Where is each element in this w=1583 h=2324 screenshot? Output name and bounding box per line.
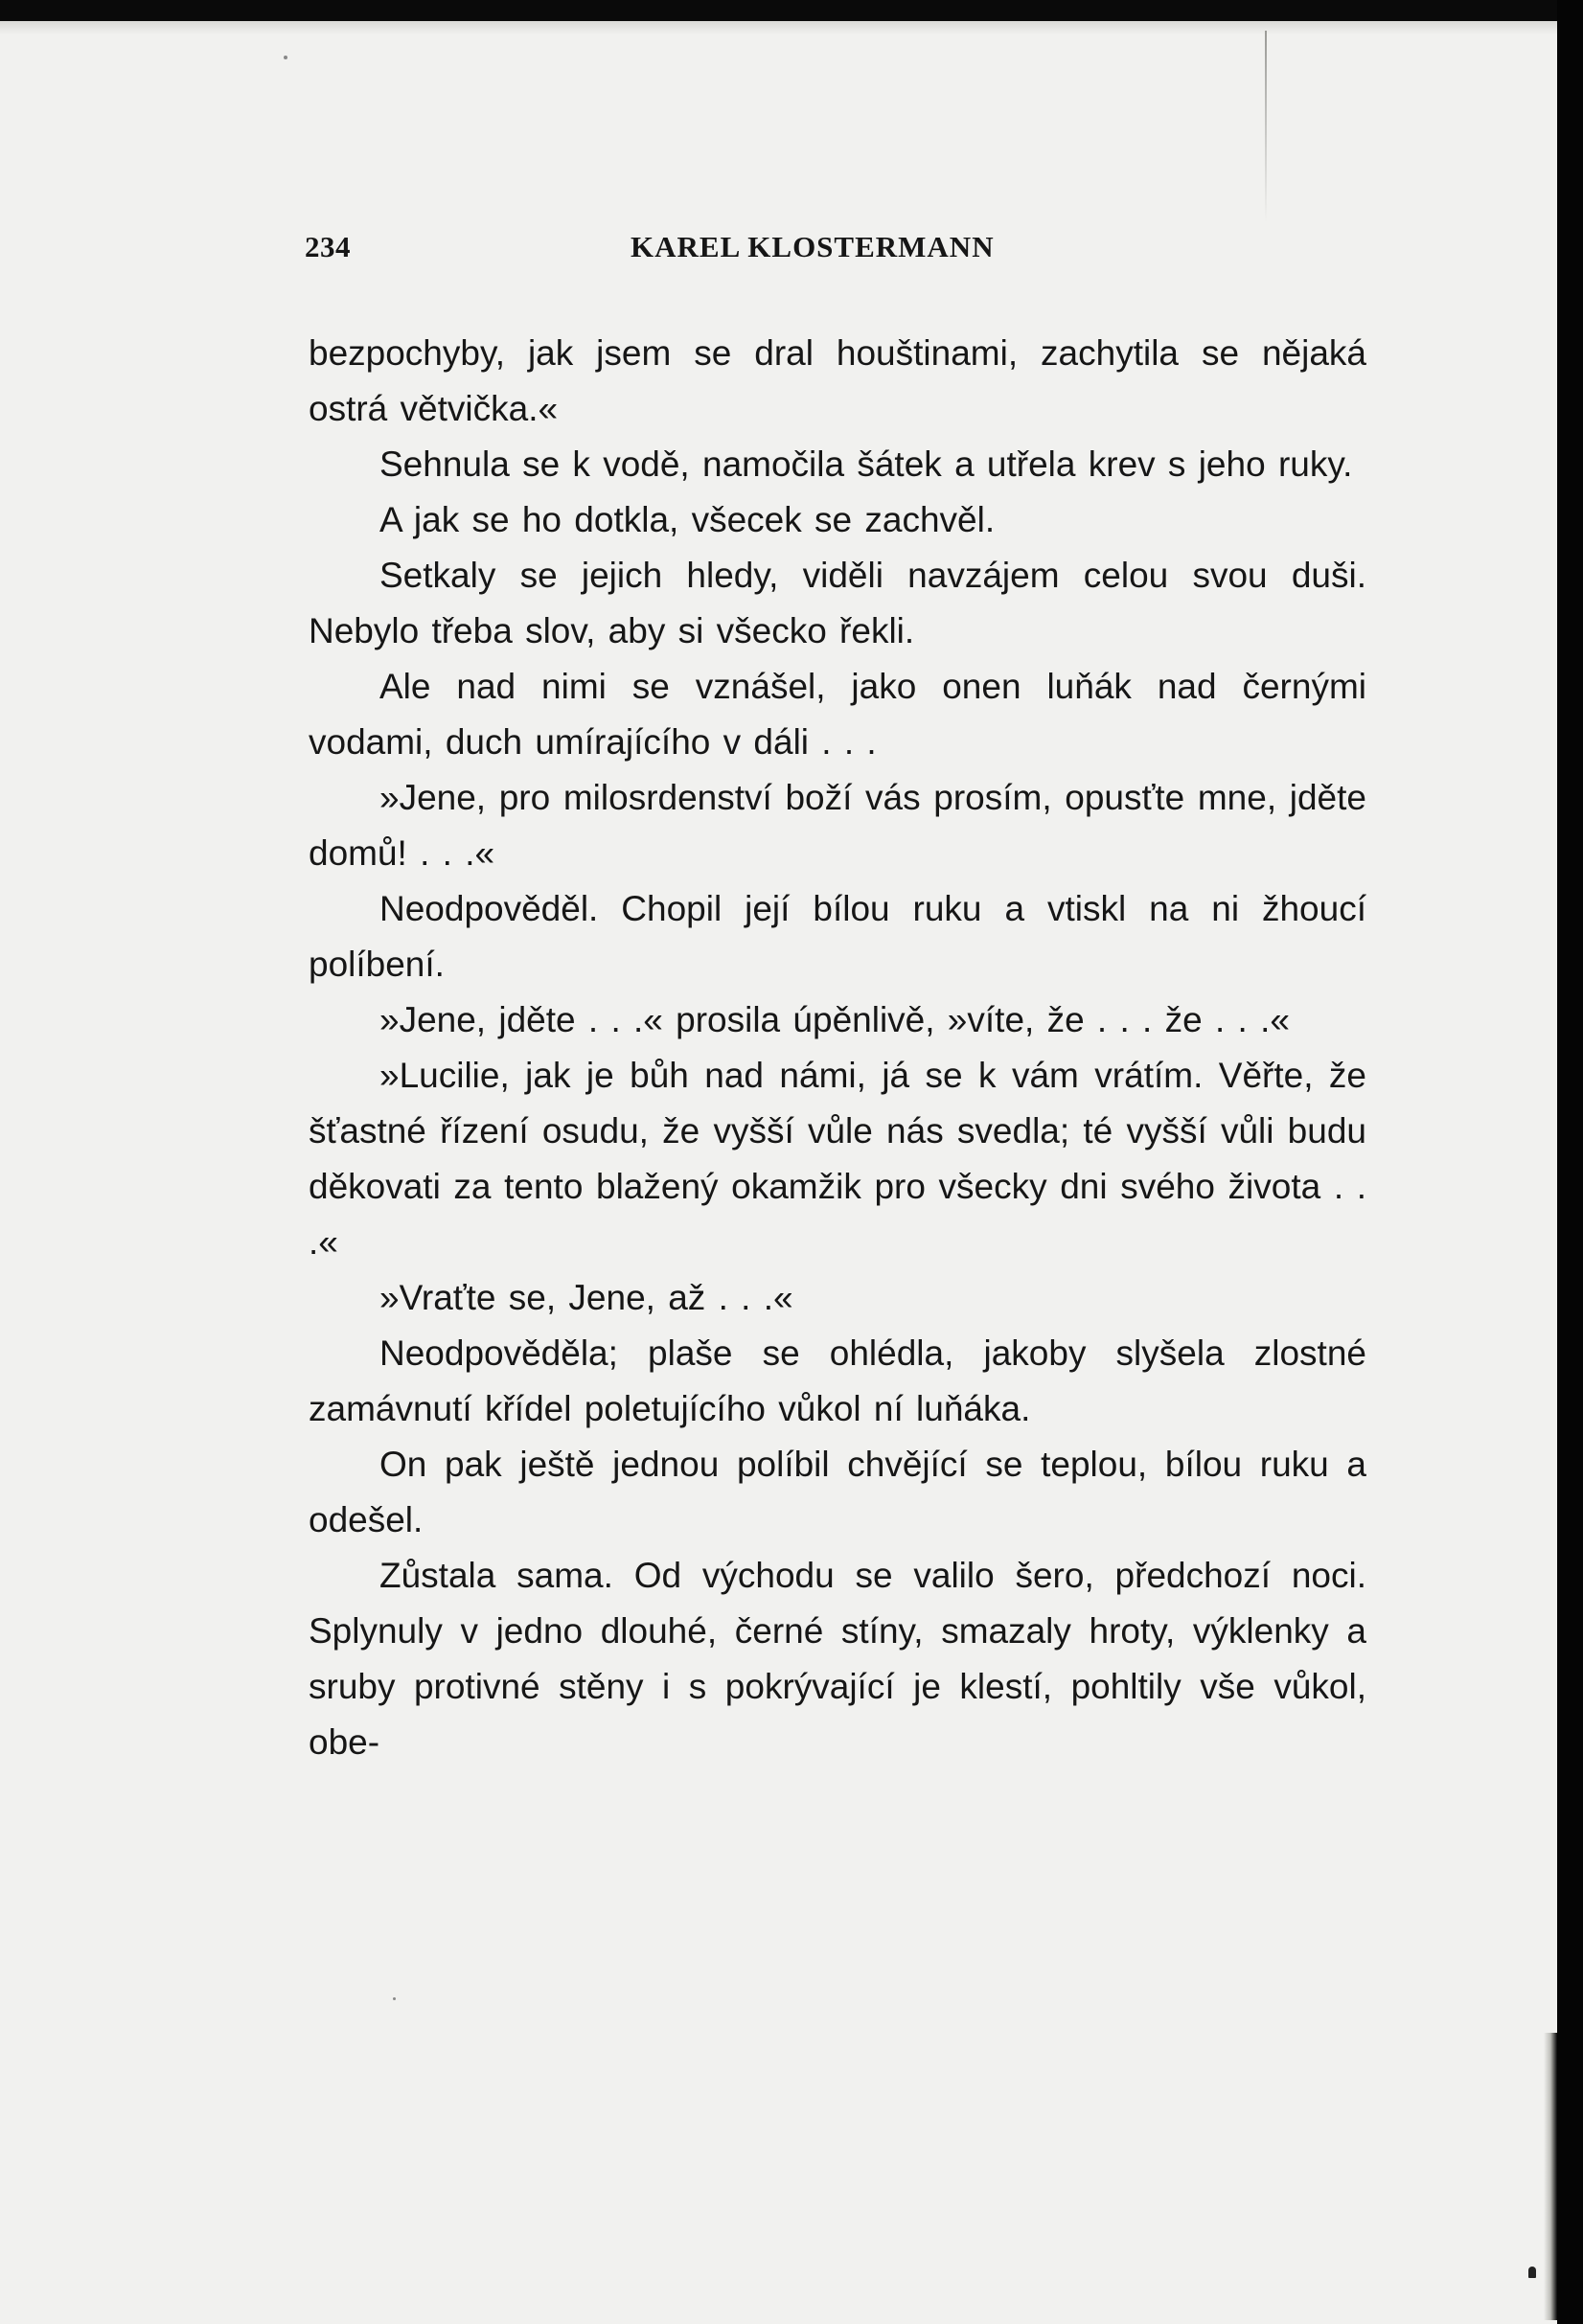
page-edge-shading xyxy=(1544,2033,1557,2320)
running-head xyxy=(305,230,1035,268)
paragraph: Neodpověděl. Chopil její bílou ruku a vtiskl na ni žhoucí políbení. xyxy=(309,889,1366,984)
book-page xyxy=(0,21,1557,2324)
paragraph: Zůstala sama. Od východu se valilo šero, předchozí noci. Splynuly v jedno dlouhé, černé stíny, smazaly hroty, výklenky a sruby protivné stěny i s pokrývající je klestí, pohltily vše vůkol, obe- xyxy=(309,1556,1366,1762)
body-text xyxy=(309,326,1366,1770)
paragraph: »Vraťte se, Jene, až . . .« xyxy=(379,1278,793,1317)
paragraph: Ale nad nimi se vznášel, jako onen luňák nad černými vodami, duch umírajícího v dáli . . . xyxy=(309,667,1366,762)
paper-speck xyxy=(284,56,287,59)
page-top-shadow xyxy=(0,21,1557,34)
paragraph: Sehnula se k vodě, namočila šátek a utřela krev s jeho ruky. xyxy=(379,444,1353,484)
scan-border xyxy=(1557,0,1583,2324)
paper-speck xyxy=(393,1997,396,2000)
paragraph: »Jene, jděte . . .« prosila úpěnlivě, »víte, že . . . že . . .« xyxy=(379,1000,1290,1039)
paper-crease xyxy=(1265,31,1267,222)
paragraph: A jak se ho dotkla, všecek se zachvěl. xyxy=(379,500,996,539)
paragraph: On pak ještě jednou políbil chvějící se teplou, bílou ruku a odešel. xyxy=(309,1445,1366,1539)
page-number: 234 xyxy=(305,230,351,263)
paragraph: Neodpověděla; plaše se ohlédla, jakoby slyšela zlostné zamávnutí křídel poletujícího vůkol ní luňáka. xyxy=(309,1333,1366,1428)
paragraph: Setkaly se jejich hledy, viděli navzájem celou svou duši. Nebylo třeba slov, aby si všecko řekli. xyxy=(309,556,1366,650)
paragraph: »Jene, pro milosrdenství boží vás prosím, opusťte mne, jděte domů! . . .« xyxy=(309,778,1366,873)
corner-ink-mark xyxy=(1528,2267,1536,2278)
paragraph: bezpochyby, jak jsem se dral houštinami, zachytila se nějaká ostrá větvička.« xyxy=(309,333,1366,428)
running-title: KAREL KLOSTERMANN xyxy=(631,230,995,263)
paragraph: »Lucilie, jak je bůh nad námi, já se k vám vrátím. Věřte, že šťastné řízení osudu, že vyšší vůle nás svedla; té vyšší vůli budu děkovati za tento blažený okamžik pro všecky dni svého života . . .« xyxy=(309,1056,1366,1262)
